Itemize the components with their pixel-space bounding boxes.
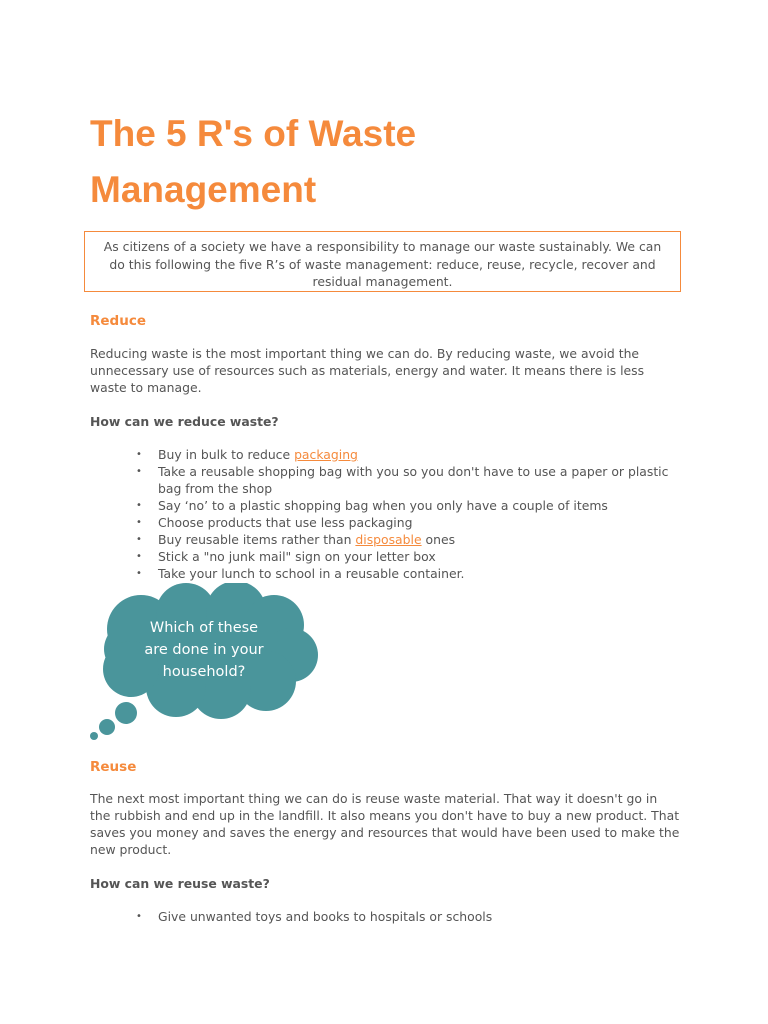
reuse-question: How can we reuse waste?: [90, 876, 270, 891]
title-line-1: The 5 R's of Waste: [90, 113, 417, 154]
thought-bubble-text: Which of these are done in your household?: [144, 620, 264, 680]
reuse-heading: Reuse: [90, 759, 137, 775]
list-item: • Say ‘no’ to a plastic shopping bag when you only have a couple of items: [136, 498, 608, 513]
bullet-icon: •: [136, 517, 142, 528]
list-item: • Take a reusable shopping bag with you so you don't have to use a paper or plastic bag from the shop: [136, 464, 669, 496]
list-item: • Give unwanted toys and books to hospitals or schools: [136, 909, 493, 924]
bullet-icon: •: [136, 466, 142, 477]
reduce-list: [136, 446, 678, 582]
list-item: • Buy reusable items rather than disposable ones: [136, 532, 456, 547]
reuse-paragraph: The next most important thing we can do is reuse waste material. That way it doesn't go in the rubbish and end up in the landfill. It also means you don't have to buy a new product. That saves you money and saves the energy and resources that would have been used to make the new product.: [90, 791, 680, 857]
bullet-icon: •: [136, 500, 142, 511]
list-item: • Buy in bulk to reduce packaging: [136, 447, 358, 462]
list-item: • Stick a "no junk mail" sign on your letter box: [136, 549, 436, 564]
list-item: • Take your lunch to school in a reusable container.: [136, 566, 465, 581]
bullet-icon: •: [136, 911, 142, 922]
intro-box: [84, 231, 681, 292]
title-line-2: Management: [90, 169, 317, 210]
reuse-list: [136, 908, 678, 925]
reduce-paragraph: Reducing waste is the most important thing we can do. By reducing waste, we avoid the unnecessary use of resources such as materials, energy and water. It means there is less waste to manage.: [90, 346, 645, 395]
list-item: • Choose products that use less packaging: [136, 515, 413, 530]
bullet-icon: •: [136, 551, 142, 562]
page-title: [90, 106, 690, 218]
reduce-heading: Reduce: [90, 313, 146, 329]
disposable-link[interactable]: disposable: [355, 532, 422, 547]
reduce-question: How can we reduce waste?: [90, 414, 279, 429]
bullet-icon: •: [136, 449, 142, 460]
intro-text: As citizens of a society we have a responsibility to manage our waste sustainably. We can do this following the five R’s of waste management: reduce, reuse, recycle, recover and residual management.: [103, 239, 662, 289]
packaging-link[interactable]: packaging: [294, 447, 358, 462]
bullet-icon: •: [136, 568, 142, 579]
bullet-icon: •: [136, 534, 142, 545]
